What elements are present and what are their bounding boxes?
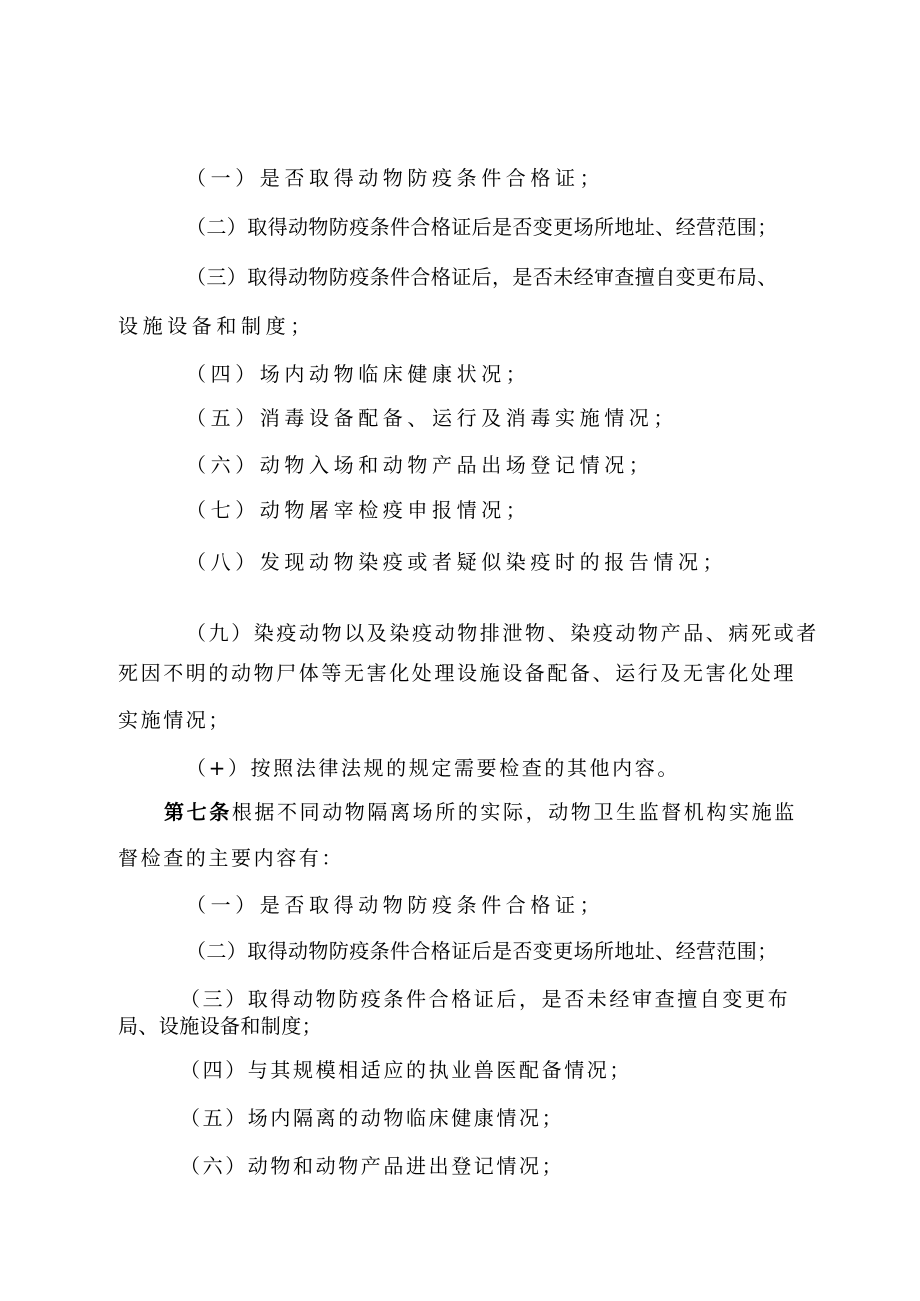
section-a-item-1: （一）是否取得动物防疫条件合格证； xyxy=(186,166,605,190)
article-7-intro-line-1 xyxy=(164,798,797,826)
section-a-item-7: （七）动物屠宰检疫申报情况； xyxy=(186,498,531,522)
section-a-item-5: （五）消毒设备配备、运行及消毒实施情况； xyxy=(186,406,678,430)
section-a-item-9-cont-2: 实施情况； xyxy=(118,708,231,732)
section-a-item-10: （+）按照法律法规的规定需要检查的其他内容。 xyxy=(186,756,680,780)
article-7-item-3-cont: 局、设施设备和制度； xyxy=(118,1014,322,1038)
section-a-item-3: （三）取得动物防疫条件合格证后，是否未经审查擅自变更布局、 xyxy=(186,265,778,289)
article-7-item-3: （三）取得动物防疫条件合格证后，是否未经审查擅自变更布 xyxy=(180,987,791,1011)
section-a-item-2: （二）取得动物防疫条件合格证后是否变更场所地址、经营范围； xyxy=(186,215,778,239)
section-a-item-6: （六）动物入场和动物产品出场登记情况； xyxy=(186,453,654,477)
article-7-item-6: （六）动物和动物产品进出登记情况； xyxy=(180,1154,565,1178)
section-a-item-4: （四）场内动物临床健康状况； xyxy=(186,362,531,386)
article-7-heading: 第七条 xyxy=(164,800,232,824)
article-7-item-4: （四）与其规模相适应的执业兽医配备情况； xyxy=(180,1058,632,1082)
section-a-item-8: （八）发现动物染疫或者疑似染疫时的报告情况； xyxy=(186,550,728,574)
section-a-item-9-cont-1: 死因不明的动物尸体等无害化处理设施设备配备、运行及无害化处理 xyxy=(118,661,796,685)
article-7-item-5: （五）场内隔离的动物临床健康情况； xyxy=(180,1106,565,1130)
section-a-item-3-cont: 设施设备和制度； xyxy=(118,314,315,338)
article-7-intro-text: 根据不同动物隔离场所的实际，动物卫生监督机构实施监 xyxy=(231,800,797,824)
article-7-item-2: （二）取得动物防疫条件合格证后是否变更场所地址、经营范围； xyxy=(186,939,778,963)
article-7-item-1: （一）是否取得动物防疫条件合格证； xyxy=(186,893,605,917)
section-a-item-9: （九）染疫动物以及染疫动物排泄物、染疫动物产品、病死或者 xyxy=(186,621,819,645)
article-7-intro-line-2: 督检查的主要内容有： xyxy=(118,846,344,870)
